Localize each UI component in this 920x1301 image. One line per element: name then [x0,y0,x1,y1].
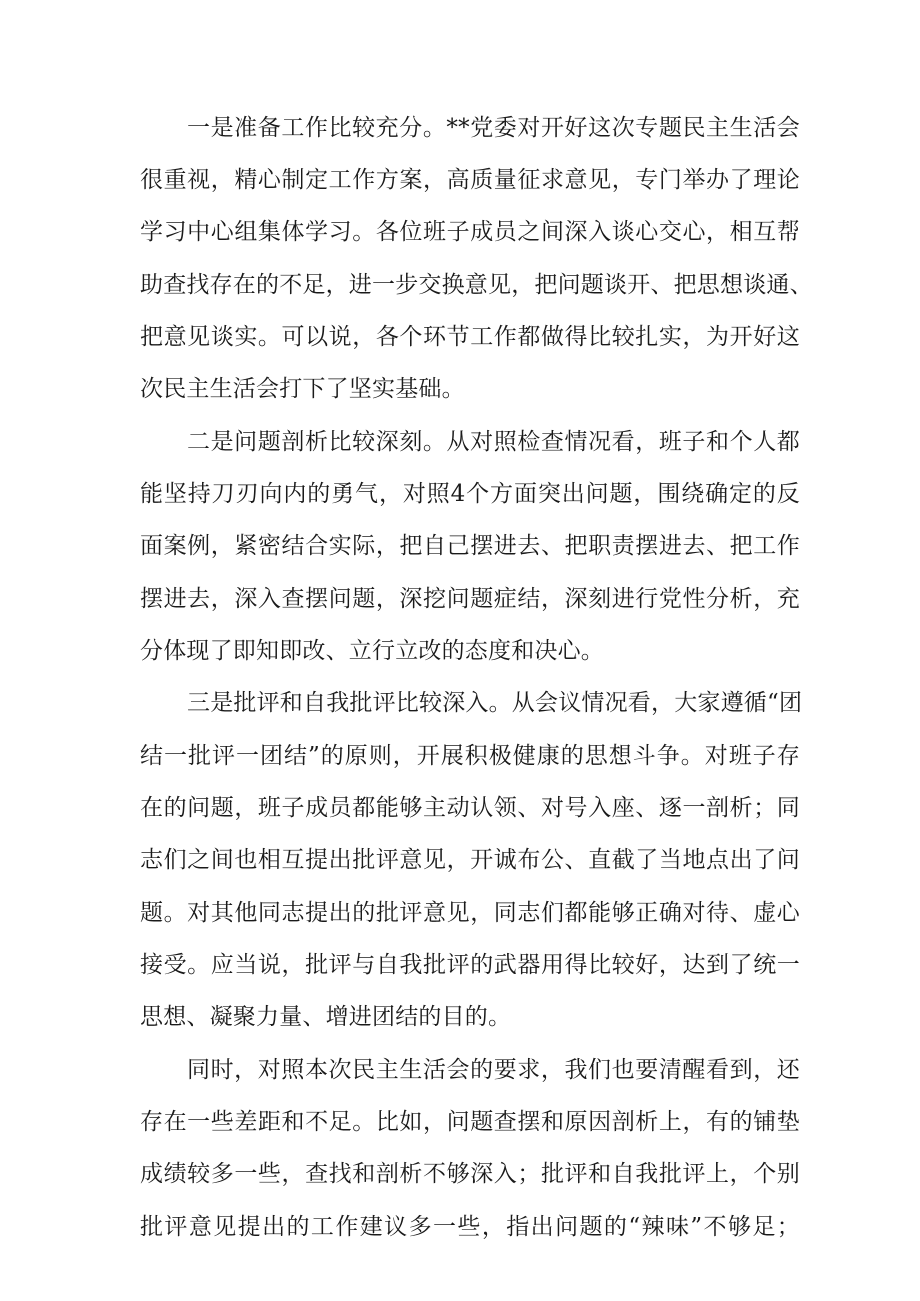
paragraph-4-line-4: 批评意见提出的工作建议多一些，指出问题的“辣味”不够足； [140,1214,800,1240]
paragraph-2-line-4: 摆进去，深入查摆问题，深挖问题症结，深刻进行党性分析，充 [140,586,800,612]
paragraph-1-line-4: 助查找存在的不足，进一步交换意见，把问题谈开、把思想谈通、 [140,272,813,298]
paragraph-1-line-1: 一是准备工作比较充分。**党委对开好这次专题民主生活会 [187,115,800,141]
paragraph-3-line-3: 在的问题，班子成员都能够主动认领、对号入座、逐一剖析；同 [140,795,800,821]
paragraph-2-line-2: 能坚持刀刃向内的勇气，对照4个方面突出问题，围绕确定的反 [140,481,800,507]
paragraph-1-line-5: 把意见谈实。可以说，各个环节工作都做得比较扎实，为开好这 [140,324,800,350]
paragraph-1-line-6: 次民主生活会打下了坚实基础。 [140,376,465,402]
paragraph-4-line-1: 同时，对照本次民主生活会的要求，我们也要清醒看到，还 [187,1057,800,1083]
paragraph-3-line-4: 志们之间也相互提出批评意见，开诚布公、直截了当地点出了问 [140,847,800,873]
paragraph-4-line-2: 存在一些差距和不足。比如，问题查摆和原因剖析上，有的铺垫 [140,1109,800,1135]
paragraph-3-line-5: 题。对其他同志提出的批评意见，同志们都能够正确对待、虚心 [140,900,800,926]
paragraph-4-line-3: 成绩较多一些，查找和剖析不够深入；批评和自我批评上，个别 [140,1161,800,1187]
paragraph-3-line-2: 结一批评一团结”的原则，开展积极健康的思想斗争。对班子存 [140,743,800,769]
paragraph-3-line-6: 接受。应当说，批评与自我批评的武器用得比较好，达到了统一 [140,952,800,978]
paragraph-3-line-1: 三是批评和自我批评比较深入。从会议情况看，大家遵循“团 [187,690,803,716]
paragraph-1-line-3: 学习中心组集体学习。各位班子成员之间深入谈心交心，相互帮 [140,219,800,245]
paragraph-2-line-5: 分体现了即知即改、立行立改的态度和决心。 [140,638,604,664]
paragraph-2-line-3: 面案例，紧密结合实际，把自己摆进去、把职责摆进去、把工作 [140,533,800,559]
paragraph-1-line-2: 很重视，精心制定工作方案，高质量征求意见，专门举办了理论 [140,167,800,193]
paragraph-3-line-7: 思想、凝聚力量、增进团结的目的。 [140,1004,512,1030]
paragraph-2-line-1: 二是问题剖析比较深刻。从对照检查情况看，班子和个人都 [187,429,800,455]
